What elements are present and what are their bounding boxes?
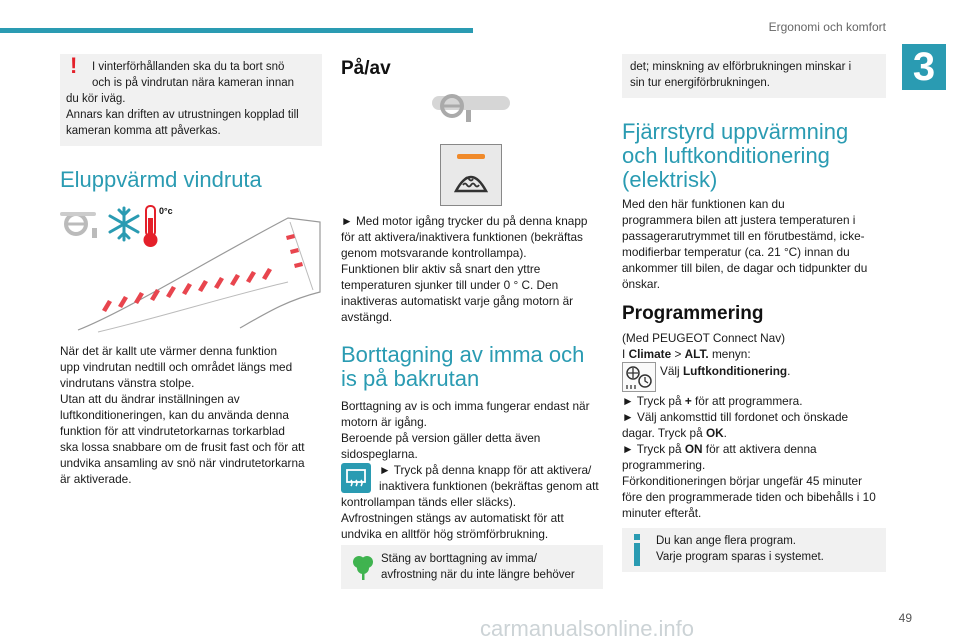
body-line: funktion för att vindrutetorkarnas torkarblad: [60, 424, 285, 438]
body-line: undvika ansamling av snö när vindrutetorkarna: [60, 456, 305, 470]
warning-line: Annars kan driften av utrustningen kopplad till: [66, 109, 299, 121]
option-air-conditioning: Luftkonditionering: [682, 364, 788, 378]
section-title: Ergonomi och komfort: [768, 20, 886, 34]
info-icon: [634, 534, 640, 566]
text: för att aktivera denna: [702, 442, 817, 456]
eco-leaf-icon: [351, 553, 375, 581]
text: .: [787, 364, 791, 378]
air-conditioning-button[interactable]: [622, 362, 656, 392]
heat-elements: [102, 234, 303, 312]
eco-note-continued: [622, 54, 886, 98]
body-line: ► Med motor igång trycker du på denna knapp: [341, 214, 588, 228]
warning-line: och is på vindrutan nära kameran innan: [92, 77, 295, 89]
menu-climate: Climate: [628, 347, 672, 361]
text: för att programmera.: [691, 394, 803, 408]
body-line: Med den här funktionen kan du: [622, 197, 785, 211]
ok-key: OK: [705, 426, 724, 440]
step-line: [622, 393, 803, 409]
text: >: [671, 347, 685, 361]
body-line: motorn är igång.: [341, 415, 427, 429]
heated-windscreen-button[interactable]: [440, 144, 502, 206]
body-line: Avfrostningen stängs av automatiskt för att: [341, 511, 564, 525]
thermometer-icon: [144, 206, 158, 247]
info-note: [622, 528, 886, 572]
heading-programming: Programmering: [622, 303, 764, 324]
text: Välj: [660, 364, 683, 378]
text: menyn:: [708, 347, 751, 361]
warning-line: du kör iväg.: [66, 93, 126, 105]
body-line: sidospeglarna.: [341, 447, 418, 461]
body-line: temperaturen sjunker till under 0 ° C. Den: [341, 278, 559, 292]
page-number: 49: [898, 611, 912, 625]
warning-icon: !: [70, 53, 78, 78]
menu-path: [622, 346, 751, 362]
steering-wheel-icon: [60, 212, 97, 238]
temperature-label: 0°c: [159, 206, 173, 216]
text: .: [723, 426, 727, 440]
body-line: Förkonditioneringen börjar ungefär 45 minuter: [622, 474, 863, 488]
rear-demist-button[interactable]: [341, 463, 371, 493]
body-line: Beroende på version gäller detta även: [341, 431, 541, 445]
body-line: för att aktivera/inaktivera funktionen (bekräftas: [341, 230, 583, 244]
eco-note: [341, 545, 603, 589]
body-line: passagerarutrymmet till en förutbestämd, icke-: [622, 229, 865, 243]
text: dagar. Tryck på: [622, 426, 706, 440]
body-line: luftkonditioneringen, kan du använda denna: [60, 408, 289, 422]
body-line: avstängd.: [341, 310, 393, 324]
body-line: inaktiveras automatiskt varje gång motorn är: [341, 294, 574, 308]
step-line: [622, 425, 727, 441]
heading-heated-windscreen: Eluppvärmd vindruta: [60, 167, 262, 192]
body-line: vindrutans vänstra stolpe.: [60, 376, 195, 390]
body-line: genom motsvarande kontrollampa).: [341, 246, 527, 260]
fan-clock-icon: [623, 363, 655, 391]
heading-remote-climate: Fjärrstyrd uppvärmning och luftkonditionering (elektrisk): [622, 119, 849, 192]
chapter-number-badge: 3: [902, 44, 946, 90]
body-line: ankommer till bilen, de dagar och tidpunkter du: [622, 261, 868, 275]
step-line: [622, 441, 817, 457]
body-line: ► Tryck på denna knapp för att aktivera/: [379, 463, 592, 477]
rear-window-defrost-icon: [341, 463, 371, 493]
warning-line: kameran komma att påverkas.: [66, 125, 221, 137]
body-line: (Med PEUGEOT Connect Nav): [622, 331, 786, 345]
heated-windscreen-illustration: [58, 200, 322, 338]
eco-line: sin tur energiförbrukningen.: [630, 77, 770, 89]
body-line: programmera bilen att justera temperaturen i: [622, 213, 856, 227]
body-line: [660, 363, 790, 379]
body-line: Utan att du ändrar inställningen av: [60, 392, 240, 406]
info-line: Varje program sparas i systemet.: [656, 551, 824, 563]
warning-line: I vinterförhållanden ska du ta bort snö: [92, 61, 285, 73]
body-line: är aktiverade.: [60, 472, 132, 486]
windscreen-defrost-icon: [453, 167, 489, 195]
body-line: kontrollampan tänds eller släcks).: [341, 495, 517, 509]
body-line: modifierbar temperatur (ca. 21 °C) innan du: [622, 245, 850, 259]
body-line: inaktivera funktionen (bekräftas genom att: [379, 479, 599, 493]
step-line: ► Välj ankomsttid till fordonet och önskade: [622, 410, 849, 424]
text: ► Tryck på: [622, 442, 685, 456]
body-line: När det är kallt ute värmer denna funktion: [60, 344, 278, 358]
heading-rear-demist: Borttagning av imma och is på bakrutan: [341, 342, 585, 391]
info-line: Du kan ange flera program.: [656, 535, 796, 547]
indicator-lamp: [457, 154, 485, 159]
steering-wheel-illustration: [432, 92, 512, 128]
heading-on-off: På/av: [341, 58, 391, 79]
body-line: upp vindrutan nedtill och området längs med: [60, 360, 293, 374]
header-accent-bar: [0, 28, 473, 33]
body-line: undvika en alltför hög strömförbrukning.: [341, 527, 549, 541]
body-line: önskar.: [622, 277, 661, 291]
eco-line: det; minskning av elförbrukningen minskar i: [630, 61, 852, 73]
body-line: ska lossa snabbare om de frusit fast och för att: [60, 440, 305, 454]
body-line: före den programmerade tiden och bibehålls i 10: [622, 490, 876, 504]
body-line: Funktionen blir aktiv så snart den yttre: [341, 262, 541, 276]
on-key: ON: [684, 442, 703, 456]
eco-line: avfrostning när du inte längre behöver: [381, 569, 575, 581]
body-line: Borttagning av is och imma fungerar endast när: [341, 399, 590, 413]
step-line: programmering.: [622, 458, 706, 472]
body-line: minuter efteråt.: [622, 506, 702, 520]
menu-alt: ALT.: [684, 347, 709, 361]
warning-note: [60, 54, 322, 146]
eco-line: Stäng av borttagning av imma/: [381, 553, 537, 565]
watermark: carmanualsonline.info: [480, 616, 695, 641]
text: I: [622, 347, 629, 361]
plus-key: +: [684, 394, 692, 408]
text: ► Tryck på: [622, 394, 685, 408]
snowflake-icon: [110, 208, 138, 240]
